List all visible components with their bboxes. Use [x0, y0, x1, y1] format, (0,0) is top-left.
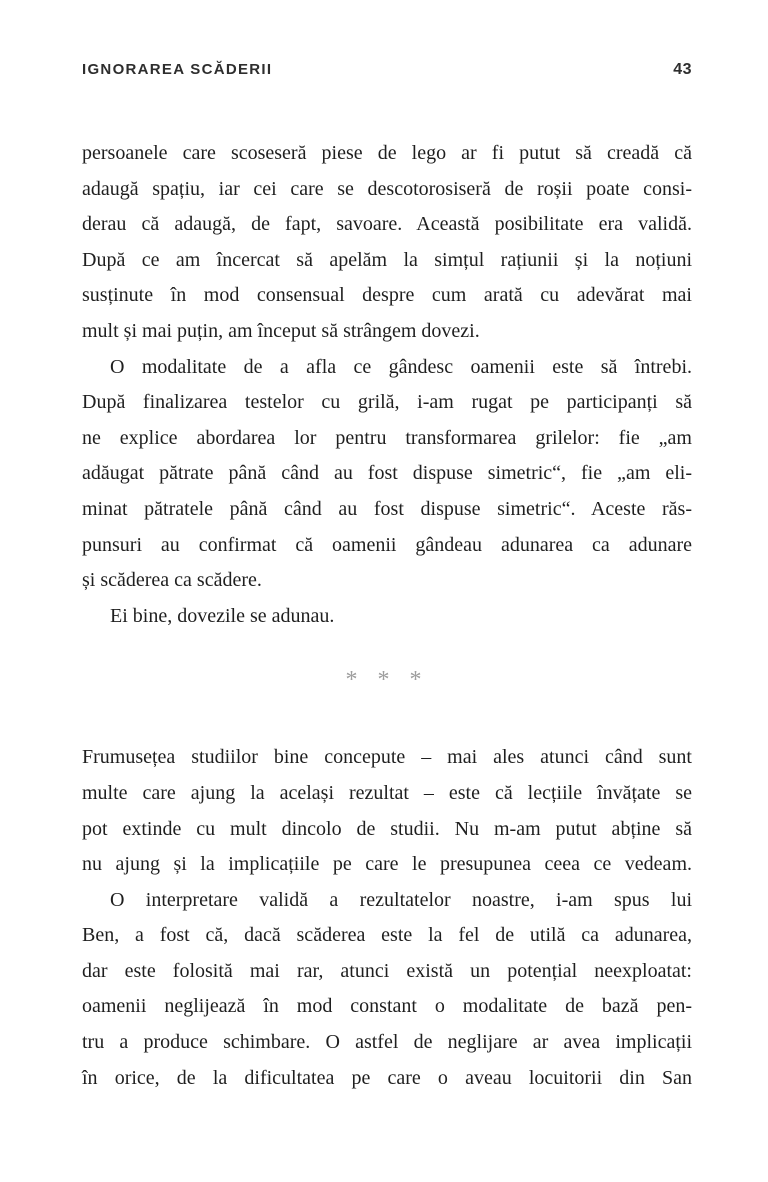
text-column	[82, 0, 692, 1096]
text-line: mult și mai puțin, am început să strângem dovezi.	[82, 319, 480, 342]
body-text	[82, 136, 692, 1096]
text-line: dar este folosită mai rar, atunci există un potențial neexploatat:	[82, 959, 692, 982]
text-line: în orice, de la dificultatea pe care o aveau locuitorii din San	[82, 1066, 692, 1089]
text-line: Frumusețea studiilor bine concepute – mai ales atunci când sunt	[82, 746, 692, 769]
text-line: adăugat pătrate până când au fost dispuse simetric“, fie „am eli-	[82, 462, 692, 485]
text-line: După ce am încercat să apelăm la simțul rațiunii și la noțiuni	[82, 248, 692, 271]
page-number: 43	[673, 61, 692, 78]
paragraph	[82, 740, 692, 882]
paragraph	[82, 599, 692, 635]
text-line: oamenii neglijează în mod constant o modalitate de bază pen-	[82, 995, 692, 1018]
section-break: * * *	[345, 667, 429, 694]
paragraph	[82, 883, 692, 1097]
text-line: persoanele care scoseseră piese de lego ar fi putut să creadă că	[82, 142, 692, 164]
text-line: susținute în mod consensual despre cum arată cu adevărat mai	[82, 284, 692, 307]
text-line: Ei bine, dovezile se adunau.	[110, 604, 335, 627]
page-header	[82, 0, 692, 79]
text-line: tru a produce schimbare. O astfel de neglijare ar avea implicații	[82, 1031, 692, 1054]
text-line: adaugă spațiu, iar cei care se descotorosiseră de roșii poate consi-	[82, 177, 692, 200]
text-line: derau că adaugă, de fapt, savoare. Această posibilitate era validă.	[82, 213, 692, 236]
text-line: și scăderea ca scădere.	[82, 569, 262, 592]
running-title: IGNORAREA SCĂDERII	[82, 61, 273, 78]
text-line: ne explice abordarea lor pentru transformarea grilelor: fie „am	[82, 426, 692, 449]
text-line: minat pătratele până când au fost dispuse simetric“. Aceste răs-	[82, 497, 692, 520]
text-line: După finalizarea testelor cu grilă, i-am rugat pe participanți să	[82, 391, 692, 414]
paragraph	[82, 350, 692, 599]
text-line: nu ajung și la implicațiile pe care le presupunea ceea ce vedeam.	[82, 853, 692, 876]
paragraph	[82, 136, 692, 350]
text-line: punsuri au confirmat că oamenii gândeau adunarea ca adunare	[82, 533, 692, 556]
text-line: multe care ajung la același rezultat – este că lecțiile învățate se	[82, 781, 692, 804]
text-line: O modalitate de a afla ce gândesc oamenii este să întrebi.	[110, 355, 692, 378]
text-line: Ben, a fost că, dacă scăderea este la fel de utilă ca adunarea,	[82, 924, 692, 947]
text-line: pot extinde cu mult dincolo de studii. Nu m-am putut abține să	[82, 817, 692, 840]
text-line: O interpretare validă a rezultatelor noastre, i-am spus lui	[110, 888, 692, 911]
